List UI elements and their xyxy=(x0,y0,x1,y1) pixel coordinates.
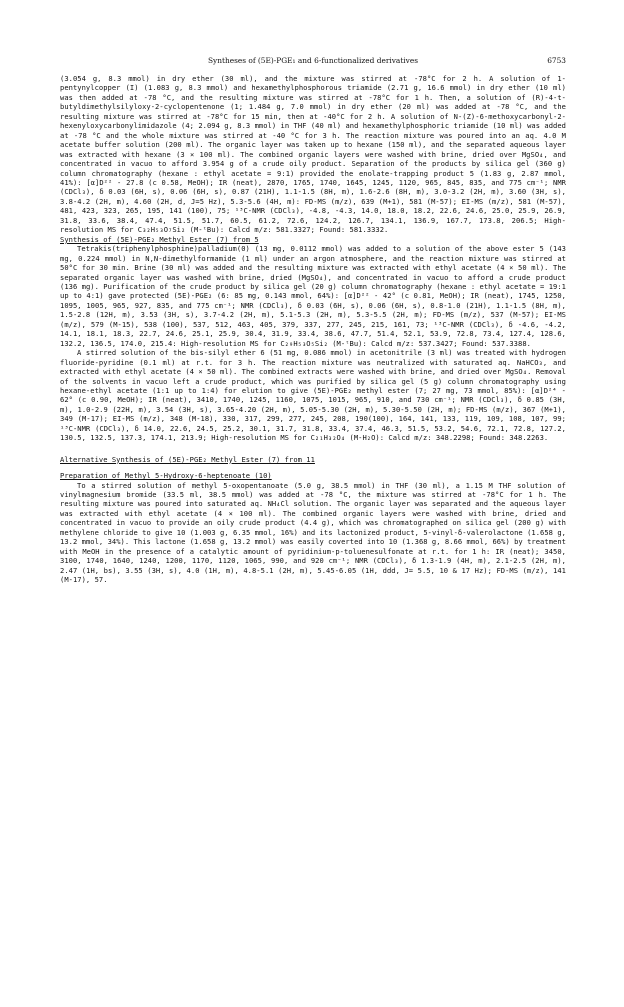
paragraph-preparation-10: To a stirred solution of methyl 5-oxopentanoate (5.0 g, 38.5 mmol) in THF (30 ml), a 1.15 M THF solution of vinylmagnesium bromide (33.5 ml, 38.5 mmol) was added at -78 °C, the mixture was stirred at -78°C for 1 h. The resulting mixture was poured into saturated aq. NH₄Cl solution. The organic layer was separated and the aqueous layer was extracted with ethyl acetate (4 × 100 ml). The combined organic layers were washed with brine, dried and concentrated in vacuo to provide an oily crude product (4.4 g), which was chromatographed on silica gel (200 g) with methylene chloride to give 10 (1.003 g, 6.35 mmol, 16%) and its lactonized product, 5-vinyl-δ-valerolactone (1.658 g, 13.2 mmol, 34%). This lactone (1.658 g, 13.2 mmol) was easily coverted into 10 (1.368 g, 8.66 mmol, 66%) by treatment with MeOH in the presence of a catalytic amount of pyridinium-p-toluenesulfonate at r.t. for 1 h: IR (neat); 3450, 3100, 1740, 1640, 1240, 1200, 1170, 1120, 1065, 990, and 920 cm⁻¹; NMR (CDCl₃), δ 1.3-1.9 (4H, m), 2.1-2.5 (2H, m), 2.47 (1H, bs), 3.55 (3H, s), 4.0 (1H, m), 4.8-5.1 (2H, m), 5.45-6.05 (1H, ddd, J= 5.5, 10 & 17 Hz); FD-MS (m/z), 141 (M-17), 57. xyxy=(60,480,566,585)
article-body xyxy=(60,74,566,585)
running-header xyxy=(60,56,566,74)
section-gap xyxy=(60,443,566,455)
subsection-gap xyxy=(60,464,566,471)
subsection-heading-preparation-10: Preparation of Methyl 5-Hydroxy-6-heptenoate (10) xyxy=(60,471,272,481)
section-heading-alternative-synthesis: Alternative Synthesis of (5E)-PGE₂ Methyl Ester (7) from 11 xyxy=(60,454,315,464)
section-heading-synthesis-from-5: Synthesis of (5E)-PGE₂ Methyl Ester (7) from 5 xyxy=(60,234,259,244)
page-number: 6753 xyxy=(547,56,566,65)
paragraph-enolate-trapping: (3.054 g, 8.3 mmol) in dry ether (30 ml), and the mixture was stirred at -78°C for 2 h. A solution of 1-pentynylcopper (I) (1.083 g, 8.3 mmol) and hexamethylphosphorous triamide (2.71 g, 16.6 mmol) in dry ether (10 ml) was then added at -78 °C, and the resulting mixture was stirred at -78°C for 1 h. Then, a solution of (R)-4-t-butyldimethylsilyloxy-2-cyclopentenone (1; 1.484 g, 7.0 mmol) in dry ether (20 ml) was added at -78 °C, and the resulting mixture was stirred at -78°C for 15 min, then at -40°C for 2 h. A solution of N-(Z)-6-methoxycarbonyl-2-hexenyloxycarbonylimidazole (4; 2.094 g, 8.3 mmol) in THF (40 ml) and hexamethylphosphoric triamide (10 ml) was added at -78 °C and the whole mixture was stirred at -40 °C for 3 h. The reaction mixture was poured into an aq. 4.0 M acetate buffer solution (200 ml). The organic layer was taken up to hexane (150 ml), and the separated aqueous layer was extracted with hexane (3 × 100 ml). The combined organic layers were washed with brine, dried over MgSO₄, and concentrated in vacuo to afford 3.954 g of a crude oily product. Separation of the products by silica gel (360 g) column chromatography (hexane : ethyl acetate = 9:1) provided the enolate-trapping product 5 (1.83 g, 2.87 mmol, 41%): [α]D²² - 27.8 (c 0.58, MeOH); IR (neat), 2870, 1765, 1740, 1645, 1245, 1120, 965, 845, 835, and 775 cm⁻¹; NMR (CDCl₃), δ 0.03 (6H, s), 0.06 (6H, s), 0.87 (21H), 1.1-1.5 (8H, m), 1.6-2.6 (8H, m), 3.0-3.2 (2H, m), 3.60 (3H, s), 3.8-4.2 (2H, m), 4.60 (2H, d, J=5 Hz), 5.3-5.6 (4H, m): FD-MS (m/z), 639 (M+1), 581 (M-57); EI-MS (m/z), 581 (M-57), 481, 423, 323, 265, 195, 141 (100), 75; ¹³C-NMR (CDCl₃), -4.8, -4.3, 14.0, 18.0, 18.2, 22.6, 24.6, 25.0, 25.9, 26.9, 31.8, 33.6, 38.4, 47.4, 51.5, 51.7, 60.5, 61.2, 72.6, 124.2, 126.7, 134.1, 136.9, 167.7, 173.8, 206.5; High-resolution MS for C₃₂H₅₃O₇Si₂ (M-ᵗBu): Calcd m/z: 581.3327; Found: 581.3332. xyxy=(60,74,566,235)
running-title: Syntheses of (5E)-PGE₁ and 6-functionalized derivatives xyxy=(207,56,418,65)
paragraph-desilylation: A stirred solution of the bis-silyl ether 6 (51 mg, 0.086 mmol) in acetonitrile (3 ml) was treated with hydrogen fluoride-pyridine (0.1 ml) at r.t. for 3 h. The reaction mixture was neutralized with saturated aq. NaHCO₃, and extracted with ethyl acetate (4 × 50 ml). The combined extracts were washed with brine, and dried over MgSO₄. Removal of the solvents in vacuo left a crude product, which was purified by silica gel (5 g) column chromatography using hexane-ethyl acetate (1:1 up to 1:4) for elution to give (5E)-PGE₂ methyl ester (7; 27 mg, 73 mmol, 85%): [α]D²⁴ - 62° (c 0.90, MeOH); IR (neat), 3410, 1740, 1245, 1160, 1075, 1015, 965, 910, and 730 cm⁻¹; NMR (CDCl₃), δ 0.85 (3H, m), 1.0-2.9 (22H, m), 3.54 (3H, s), 3.65-4.20 (2H, m), 5.05-5.30 (2H, m), 5.30-5.50 (2H, m); FD-MS (m/z), 367 (M+1), 349 (M-17); EI-MS (m/z), 348 (M-18), 330, 317, 299, 277, 245, 208, 190(100), 164, 141, 133, 119, 109, 108, 107, 99; ¹³C-NMR (CDCl₃), δ 14.0, 22.6, 24.5, 25.2, 30.1, 31.7, 31.8, 33.4, 37.4, 46.3, 51.5, 53.2, 54.6, 72.1, 72.8, 127.2, 130.5, 132.5, 137.3, 174.1, 213.9; High-resolution MS for C₂₁H₃₂O₄ (M-H₂O): Calcd m/z: 348.2298; Found: 348.2263. xyxy=(60,348,566,443)
paragraph-palladium-deprotection: Tetrakis(triphenylphosphine)palladium(0) (13 mg, 0.0112 mmol) was added to a solution of the above ester 5 (143 mg, 0.224 mmol) in N,N-dimethylformamide (1 ml) under an argon atmosphere, and the reaction mixture was stirred at 50°C for 30 min. Brine (30 ml) was added and the resulting mixture was extracted with ethyl acetate (4 × 50 ml). The separated organic layer was washed with brine, dried (MgSO₄), and concentrated in vacuo to afford a crude product (136 mg). Purification of the crude product by silica gel (20 g) column chromatography (hexane : ethyl acetate = 19:1 up to 4:1) gave protected (5E)-PGE₂ (6: 85 mg, 0.143 mmol, 64%): [α]D²² - 42° (c 0.81, MeOH); IR (neat), 1745, 1250, 1095, 1005, 965, 927, 835, and 775 cm⁻¹; NMR (CDCl₃), δ 0.03 (6H, s), 0.06 (6H, s), 0.8-1.0 (21H), 1.1-1.5 (8H, m), 1.5-2.8 (12H, m), 3.53 (3H, s), 3.7-4.2 (2H, m), 5.1-5.3 (2H, m), 5.3-5.5 (2H, m); FD-MS (m/z), 537 (M-57); EI-MS (m/z), 579 (M-15), 538 (100), 537, 512, 463, 405, 379, 337, 277, 245, 215, 161, 73; ¹³C-NMR (CDCl₃), δ -4.6, -4.2, 14.1, 18.1, 18.3, 22.7, 24.6, 25.1, 25.9, 30.4, 31.9, 33.4, 38.6, 47.7, 51.4, 52.1, 53.9, 72.8, 73.4, 127.4, 128.6, 132.2, 136.5, 174.0, 215.4: High-resolution MS for C₂₉H₅₃O₅Si₂ (M-ᵗBu): Calcd m/z: 537.3427; Found: 537.3388. xyxy=(60,244,566,348)
